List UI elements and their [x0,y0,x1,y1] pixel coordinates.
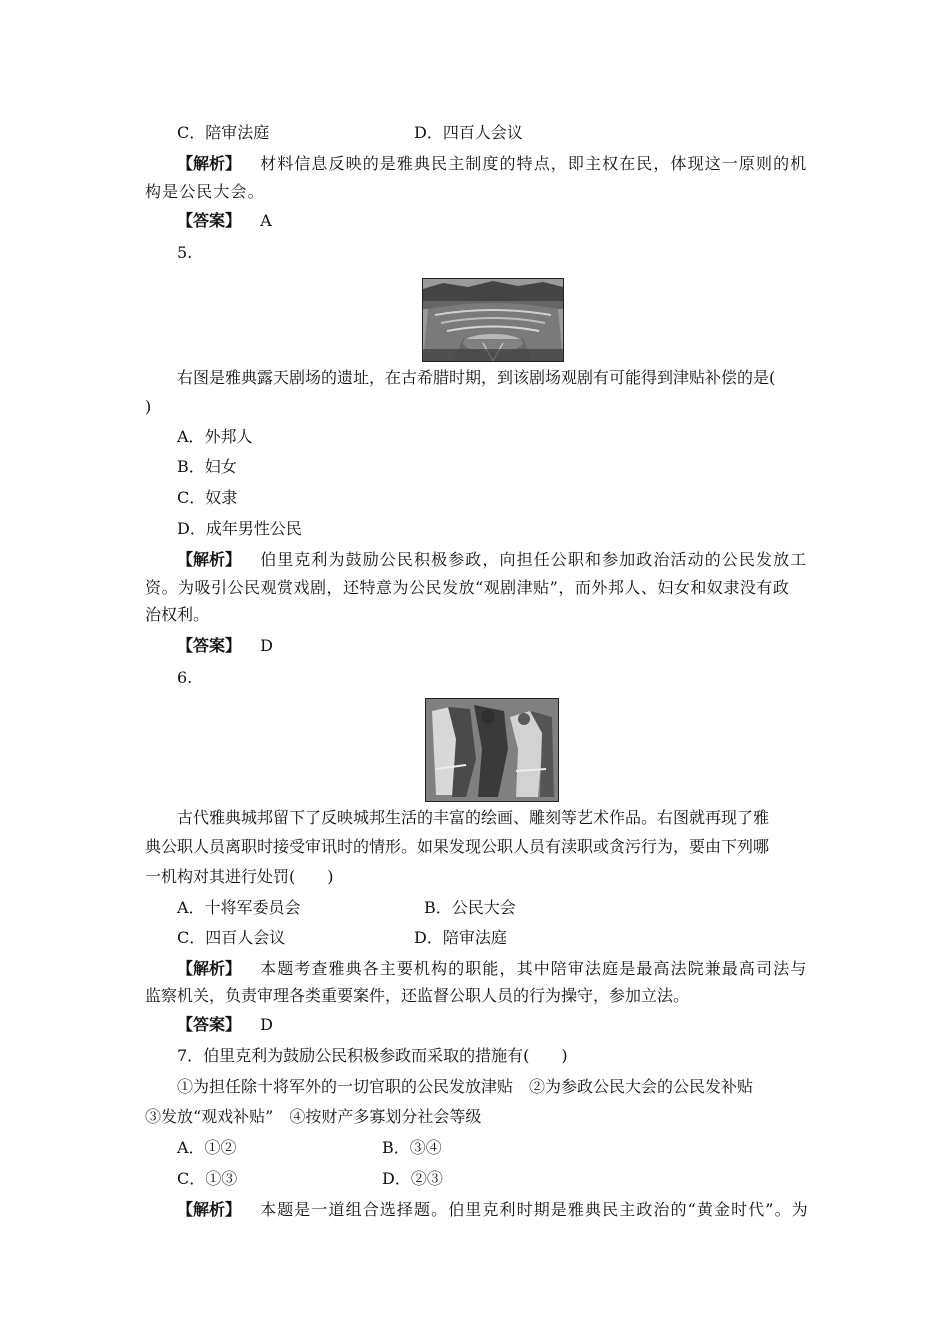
q4-answer [177,210,272,232]
q6-stem-line-3: 一机构对其进行处罚( ) [145,867,334,886]
answer-tag: 【答案】 [177,1015,242,1034]
q6-option-b: B．公民大会 [424,898,516,917]
q5-option-d: D．成年男性公民 [177,519,302,538]
q5-option-c: C．奴隶 [177,488,238,507]
q7-option-b: B．③④ [382,1138,442,1157]
relief-carving-illustration [426,699,558,801]
theater-ruins-illustration [423,279,563,361]
q5-number: 5. [177,243,193,262]
analysis-tag: 【解析】 [177,154,242,173]
q6-answer [177,1014,273,1036]
q6-stem-line-1: 古代雅典城邦留下了反映城邦生活的丰富的绘画、雕刻等艺术作品。右图就再现了雅 [177,808,770,827]
q7-option-c: C．①③ [177,1169,238,1188]
answer-tag: 【答案】 [177,636,242,655]
theater-ruins-image [422,278,564,362]
q6-stem-line-2: 典公职人员离职时接受审讯时的情形。如果发现公职人员有渎职或贪污行为，要由下列哪 [145,837,770,856]
q5-answer [177,635,273,657]
analysis-text: 伯里克利为鼓励公民积极参政，向担任公职和参加政治活动的公民发放工 [260,550,808,569]
q6-number: 6. [177,668,193,687]
q6-option-a: A．十将军委员会 [177,898,301,917]
q4-option-d: D．四百人会议 [414,123,523,142]
analysis-text: 本题是一道组合选择题。伯里克利时期是雅典民主政治的“黄金时代”。为 [260,1200,809,1219]
q5-stem-line-1: 右图是雅典露天剧场的遗址，在古希腊时期，到该剧场观剧有可能得到津贴补偿的是( [177,368,776,387]
q5-stem-line-2: ) [145,397,152,416]
answer-value: D [260,636,273,655]
q7-option-d: D．②③ [382,1169,443,1188]
q5-option-b: B．妇女 [177,457,237,476]
analysis-tag: 【解析】 [177,959,242,978]
q5-analysis-line-2: 资。为吸引公民观赏戏剧，还特意为公民发放“观剧津贴”，而外邦人、妇女和奴隶没有政 [145,578,790,597]
q5-analysis-line-1 [177,549,807,571]
answer-value: A [260,211,272,230]
answer-value: D [260,1015,273,1034]
analysis-tag: 【解析】 [177,1200,242,1219]
q7-option-a: A．①② [177,1138,237,1157]
q6-analysis-line-2: 监察机关，负责审理各类重要案件，还监督公职人员的行为操守，参加立法。 [145,986,690,1005]
analysis-tag: 【解析】 [177,550,242,569]
analysis-text: 材料信息反映的是雅典民主制度的特点，即主权在民，体现这一原则的机 [260,154,808,173]
q7-items-line-2: ③发放“观戏补贴” ④按财产多寡划分社会等级 [145,1107,482,1126]
q5-analysis-line-3: 治权利。 [145,605,210,624]
q5-option-a: A．外邦人 [177,427,253,446]
q4-analysis-line-1 [177,153,807,175]
q4-analysis-line-2: 构是公民大会。 [145,182,265,201]
answer-tag: 【答案】 [177,211,242,230]
q7-analysis-line-1 [177,1199,809,1221]
q6-option-d: D．陪审法庭 [414,928,507,947]
q6-analysis-line-1 [177,958,807,980]
relief-carving-image [425,698,559,802]
q7-items-line-1: ①为担任除十将军外的一切官职的公民发放津贴 ②为参政公民大会的公民发补贴 [177,1077,754,1096]
q7-stem: 7．伯里克利为鼓励公民积极参政而采取的措施有( ) [177,1046,568,1065]
q4-option-c: C．陪审法庭 [177,123,270,142]
analysis-text: 本题考查雅典各主要机构的职能，其中陪审法庭是最高法院兼最高司法与 [260,959,808,978]
q6-option-c: C．四百人会议 [177,928,286,947]
